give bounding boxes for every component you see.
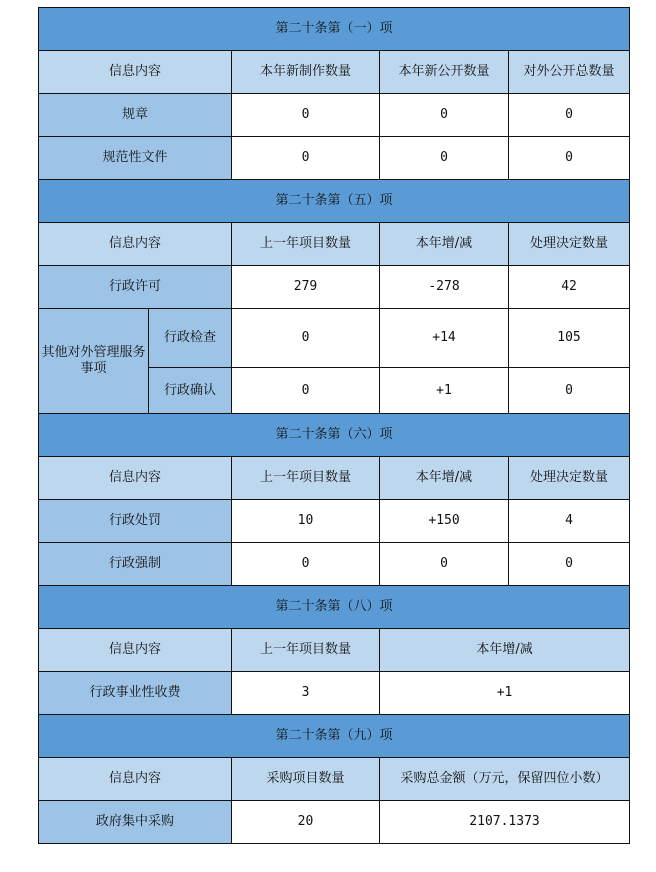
cell-value: 0 (380, 137, 509, 180)
cell-value: +1 (380, 368, 509, 414)
cell-value: 4 (509, 500, 630, 543)
header-decision-count: 处理决定数量 (509, 223, 630, 266)
row-label: 行政许可 (39, 266, 232, 309)
cell-value: 0 (509, 543, 630, 586)
table-row (39, 500, 630, 543)
header-prev-year-count: 上一年项目数量 (232, 629, 380, 672)
section-title-5: 第二十条第（五）项 (39, 180, 630, 223)
header-info-content: 信息内容 (39, 223, 232, 266)
cell-value: 3 (232, 672, 380, 715)
header-purchase-count: 采购项目数量 (232, 758, 380, 801)
disclosure-table (38, 7, 630, 844)
section-title-6: 第二十条第（六）项 (39, 414, 630, 457)
header-new-made: 本年新制作数量 (232, 51, 380, 94)
header-decision-count: 处理决定数量 (509, 457, 630, 500)
table-row (39, 137, 630, 180)
header-info-content: 信息内容 (39, 457, 232, 500)
section-title-8: 第二十条第（八）项 (39, 586, 630, 629)
cell-value: 0 (232, 368, 380, 414)
table-row (39, 309, 630, 368)
cell-value: 0 (232, 137, 380, 180)
table-row (39, 672, 630, 715)
cell-value: 105 (509, 309, 630, 368)
header-info-content: 信息内容 (39, 758, 232, 801)
cell-value: 10 (232, 500, 380, 543)
cell-value: 2107.1373 (380, 801, 630, 844)
table-row (39, 543, 630, 586)
group-label: 其他对外管理服务事项 (39, 309, 149, 414)
cell-value: 0 (232, 543, 380, 586)
cell-value: +14 (380, 309, 509, 368)
cell-value: 0 (232, 94, 380, 137)
cell-value: +150 (380, 500, 509, 543)
header-prev-year-count: 上一年项目数量 (232, 457, 380, 500)
header-prev-year-count: 上一年项目数量 (232, 223, 380, 266)
cell-value: 0 (509, 137, 630, 180)
row-label: 行政确认 (149, 368, 232, 414)
section-title-9: 第二十条第（九）项 (39, 715, 630, 758)
cell-value: 279 (232, 266, 380, 309)
cell-value: 0 (509, 368, 630, 414)
row-label: 政府集中采购 (39, 801, 232, 844)
cell-value: -278 (380, 266, 509, 309)
cell-value: 0 (380, 543, 509, 586)
header-new-published: 本年新公开数量 (380, 51, 509, 94)
table-row (39, 801, 630, 844)
cell-value: +1 (380, 672, 630, 715)
header-purchase-amount: 采购总金额（万元，保留四位小数） (380, 758, 630, 801)
header-change: 本年增/减 (380, 223, 509, 266)
table-row (39, 94, 630, 137)
cell-value: 0 (509, 94, 630, 137)
header-total-published: 对外公开总数量 (509, 51, 630, 94)
row-label: 行政强制 (39, 543, 232, 586)
section-title-1: 第二十条第（一）项 (39, 8, 630, 51)
row-label: 规章 (39, 94, 232, 137)
header-info-content: 信息内容 (39, 51, 232, 94)
header-change: 本年增/减 (380, 457, 509, 500)
cell-value: 20 (232, 801, 380, 844)
header-change: 本年增/减 (380, 629, 630, 672)
cell-value: 0 (380, 94, 509, 137)
row-label: 行政检查 (149, 309, 232, 368)
header-info-content: 信息内容 (39, 629, 232, 672)
cell-value: 42 (509, 266, 630, 309)
row-label: 行政事业性收费 (39, 672, 232, 715)
row-label: 行政处罚 (39, 500, 232, 543)
row-label: 规范性文件 (39, 137, 232, 180)
table-row (39, 266, 630, 309)
cell-value: 0 (232, 309, 380, 368)
